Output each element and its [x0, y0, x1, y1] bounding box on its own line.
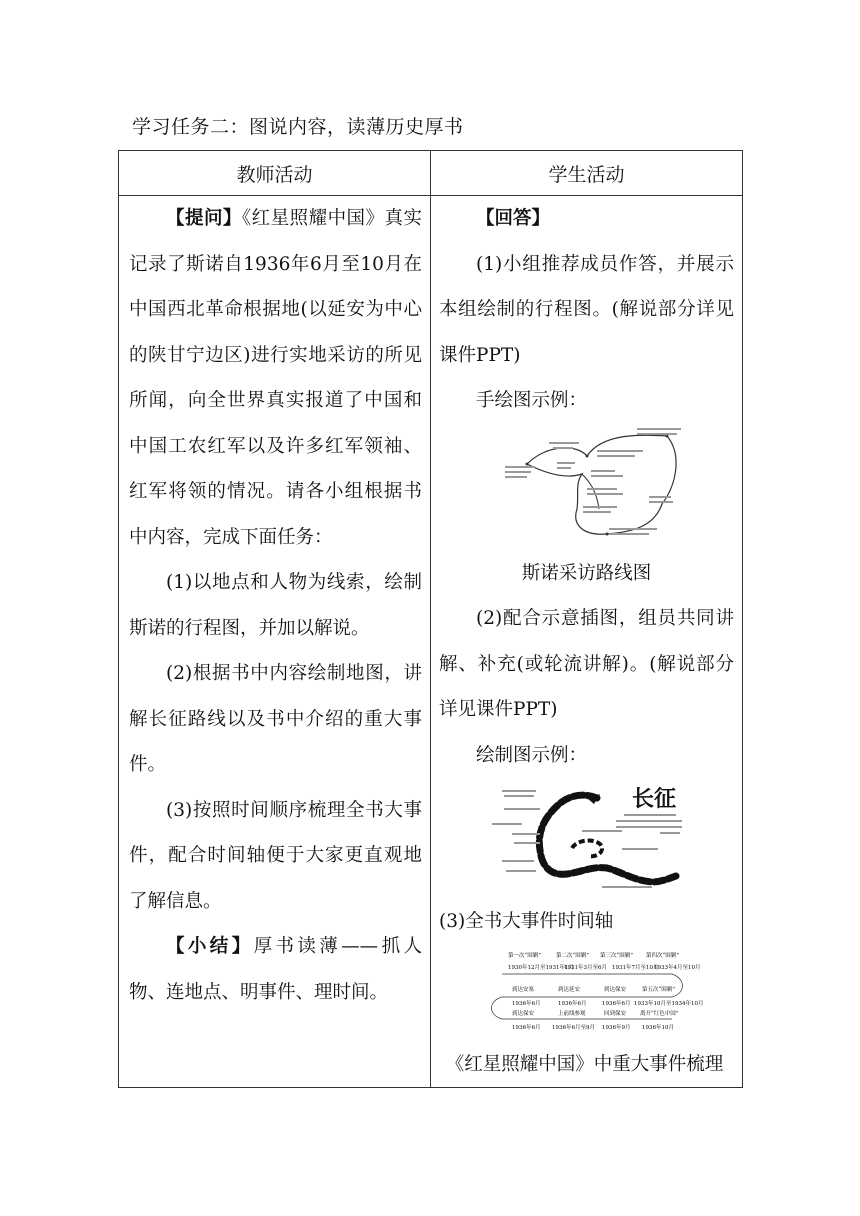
timeline-caption: 《红星照耀中国》中重大事件梳理: [445, 1053, 724, 1075]
timeline-image: [482, 949, 703, 1037]
tl-top-date-4: 1933年4月至10月: [653, 964, 700, 971]
student-cell: [431, 196, 743, 1088]
tl-bot-date-3: 1936年9月: [601, 1024, 630, 1031]
content-row: [119, 196, 743, 1088]
long-march-map-image: [482, 778, 692, 894]
tl-mid-date-2: 1936年6月: [557, 1000, 586, 1007]
student-column-header: 学生活动: [431, 151, 743, 196]
task-1: (1)以地点和人物为线索，绘制斯诺的行程图，并加以解说。: [129, 572, 422, 639]
tl-top-date-1: 1930年12月至1931年1月: [507, 964, 574, 971]
summary-text: 厚书读薄——抓人物、连地点、明事件、理时间。: [129, 936, 422, 1003]
tl-top-label-3: 第三次“围剿”: [599, 952, 633, 959]
tl-top-label-1: 第一次“围剿”: [507, 952, 541, 959]
tl-top-label-2: 第二次“围剿”: [555, 952, 589, 959]
tl-bot-date-2: 1936年6月至9月: [551, 1024, 595, 1031]
intro-text: 《红星照耀中国》真实记录了斯诺自1936年6月至10月在中国西北革命根据地(以延安为中心的陕甘宁边区)进行实地采访的所见所闻，向全世界真实报道了中国和中国工农红军以及许多红军领袖、红军将领的情况。请各小组根据书中内容，完成下面任务：: [129, 208, 422, 548]
route-map-figure: [439, 424, 734, 551]
answer-2: (2)配合示意插图，组员共同讲解、补充(或轮流讲解)。(解说部分详见课件PPT): [439, 608, 734, 720]
task-2: (2)根据书中内容绘制地图，讲解长征路线以及书中介绍的重大事件。: [129, 663, 422, 775]
teacher-cell: [119, 196, 431, 1088]
summary-tag: 【小结】: [166, 936, 254, 957]
tl-top-date-2: 1931年3月至6月: [563, 964, 607, 971]
teacher-column-header: 教师活动: [119, 151, 431, 196]
answer-3: (3)全书大事件时间轴: [439, 911, 614, 932]
tl-top-label-4: 第四次“围剿”: [645, 952, 679, 959]
answer-tag: [439, 196, 734, 242]
tl-mid-date-3: 1936年6月: [601, 1000, 630, 1007]
tl-bot-label-1: 到达保安: [511, 1010, 534, 1017]
long-march-figure: [439, 778, 734, 899]
route-map-image: [487, 424, 687, 546]
tl-mid-label-4: 第五次“围剿”: [641, 986, 675, 993]
answer-1: (1)小组推荐成员作答，并展示本组绘制的行程图。(解说部分详见课件PPT): [439, 253, 734, 366]
tl-mid-date-1: 1936年6月: [511, 1000, 540, 1007]
question-tag: 【提问】: [166, 208, 242, 229]
tl-bot-label-2: 上前线参观: [557, 1010, 586, 1017]
tl-bot-label-3: 回到保安: [603, 1010, 626, 1017]
tl-bot-label-4: 离开“红色中国”: [639, 1010, 679, 1017]
tl-bot-date-4: 1936年10月: [641, 1024, 674, 1031]
activity-table: [118, 150, 743, 1088]
answer-tag-text: 【回答】: [476, 208, 551, 229]
tl-mid-label-1: 到达安塞: [511, 986, 534, 993]
summary: [129, 924, 422, 1015]
long-march-title: 长征: [631, 786, 676, 812]
tl-top-date-3: 1931年7月至10月: [611, 964, 658, 971]
tl-mid-label-3: 到达保安: [603, 986, 626, 993]
section-heading: 学习任务二：图说内容，读薄历史厚书: [132, 116, 464, 138]
answer-2-example: 绘制图示例：: [476, 744, 588, 766]
answer-1-example: 手绘图示例：: [476, 390, 588, 411]
route-map-caption: 斯诺采访路线图: [521, 562, 652, 584]
timeline-figure: [439, 949, 734, 1042]
tl-bot-date-1: 1936年6月: [511, 1024, 540, 1031]
task-3: (3)按照时间顺序梳理全书大事件，配合时间轴便于大家更直观地了解信息。: [129, 799, 422, 912]
tl-mid-label-2: 到达延安: [557, 986, 580, 993]
teacher-intro: [129, 196, 422, 560]
header-row: [119, 151, 743, 196]
tl-mid-date-4: 1933年10月至1934年10月: [633, 1000, 703, 1007]
